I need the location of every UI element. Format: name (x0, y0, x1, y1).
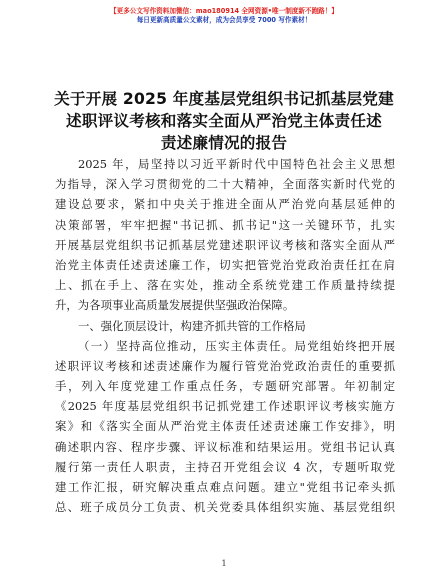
text-line: 总、班子成员分工负责、机关党委具体组织实施、基层党组织 (55, 500, 395, 515)
text-line: 升，为各项事业高质量发展提供坚强政治保障。 (55, 298, 295, 313)
document-body (55, 154, 395, 517)
text-line: 案》和《落实全面从严治党主体责任述责述廉工作安排》，明 (55, 419, 395, 434)
promo-banner-line1: 【更多公文写作资料加微信：mao180914 全网资源•唯一制度新不跑路！】 (110, 7, 338, 15)
text-line: 上、抓在手上、落在实处，推动全系统党建工作质量持续提 (55, 278, 395, 293)
title-line: 述职评议考核和落实全面从严治党主体责任述 (66, 112, 382, 130)
paragraph-intro (55, 154, 395, 316)
title-line: 关于开展 2025 年度基层党组织书记抓基层党建 (54, 90, 394, 108)
text-line: 确述职内容、程序步骤、评议标准和结果运用。党组书记认真 (55, 439, 395, 454)
text-line: （一）坚持高位推动，压实主体责任。局党组始终把开展 (78, 338, 395, 353)
promo-banner-line2: 每日更新高质量公文素材，成为会员享受 7000 写作素材！ (136, 16, 312, 24)
document-title (40, 88, 408, 154)
text-line: 决策部署，牢牢把握"书记抓、抓书记"这一关键环节，扎实 (55, 217, 395, 232)
text-line: 《2025 年度基层党组织书记抓党建工作述职评议考核实施方 (55, 399, 395, 414)
text-line: 手，列入年度党建工作重点任务，专题研究部署。年初制定 (55, 379, 395, 394)
paragraph-section1 (55, 336, 395, 518)
text-line: 述职评议考核和述责述廉作为履行管党治党政治责任的重要抓 (55, 358, 395, 373)
text-line: 履行第一责任人职责，主持召开党组会议 4 次，专题听取党 (55, 459, 395, 474)
title-line: 责述廉情况的报告 (160, 134, 288, 152)
text-line: 2025 年，局坚持以习近平新时代中国特色社会主义思想 (78, 157, 395, 171)
page-number: 1 (221, 559, 227, 568)
text-line: 建工作汇报，研究解决重点难点问题。建立"党组书记牵头抓 (55, 480, 395, 494)
text-line: 治党主体责任述责述廉工作，切实把管党治党政治责任扛在肩 (55, 257, 395, 272)
text-line: 开展基层党组织书记抓基层党建述职评议考核和落实全面从严 (55, 237, 395, 252)
text-line: 为指导，深入学习贯彻党的二十大精神，全面落实新时代党的 (55, 177, 395, 192)
promo-banner (0, 7, 448, 25)
text-line: 建设总要求，紧扣中央关于推进全面从严治党向基层延伸的 (55, 197, 395, 212)
section-heading: 一、强化顶层设计，构建齐抓共管的工作格局 (78, 318, 306, 333)
